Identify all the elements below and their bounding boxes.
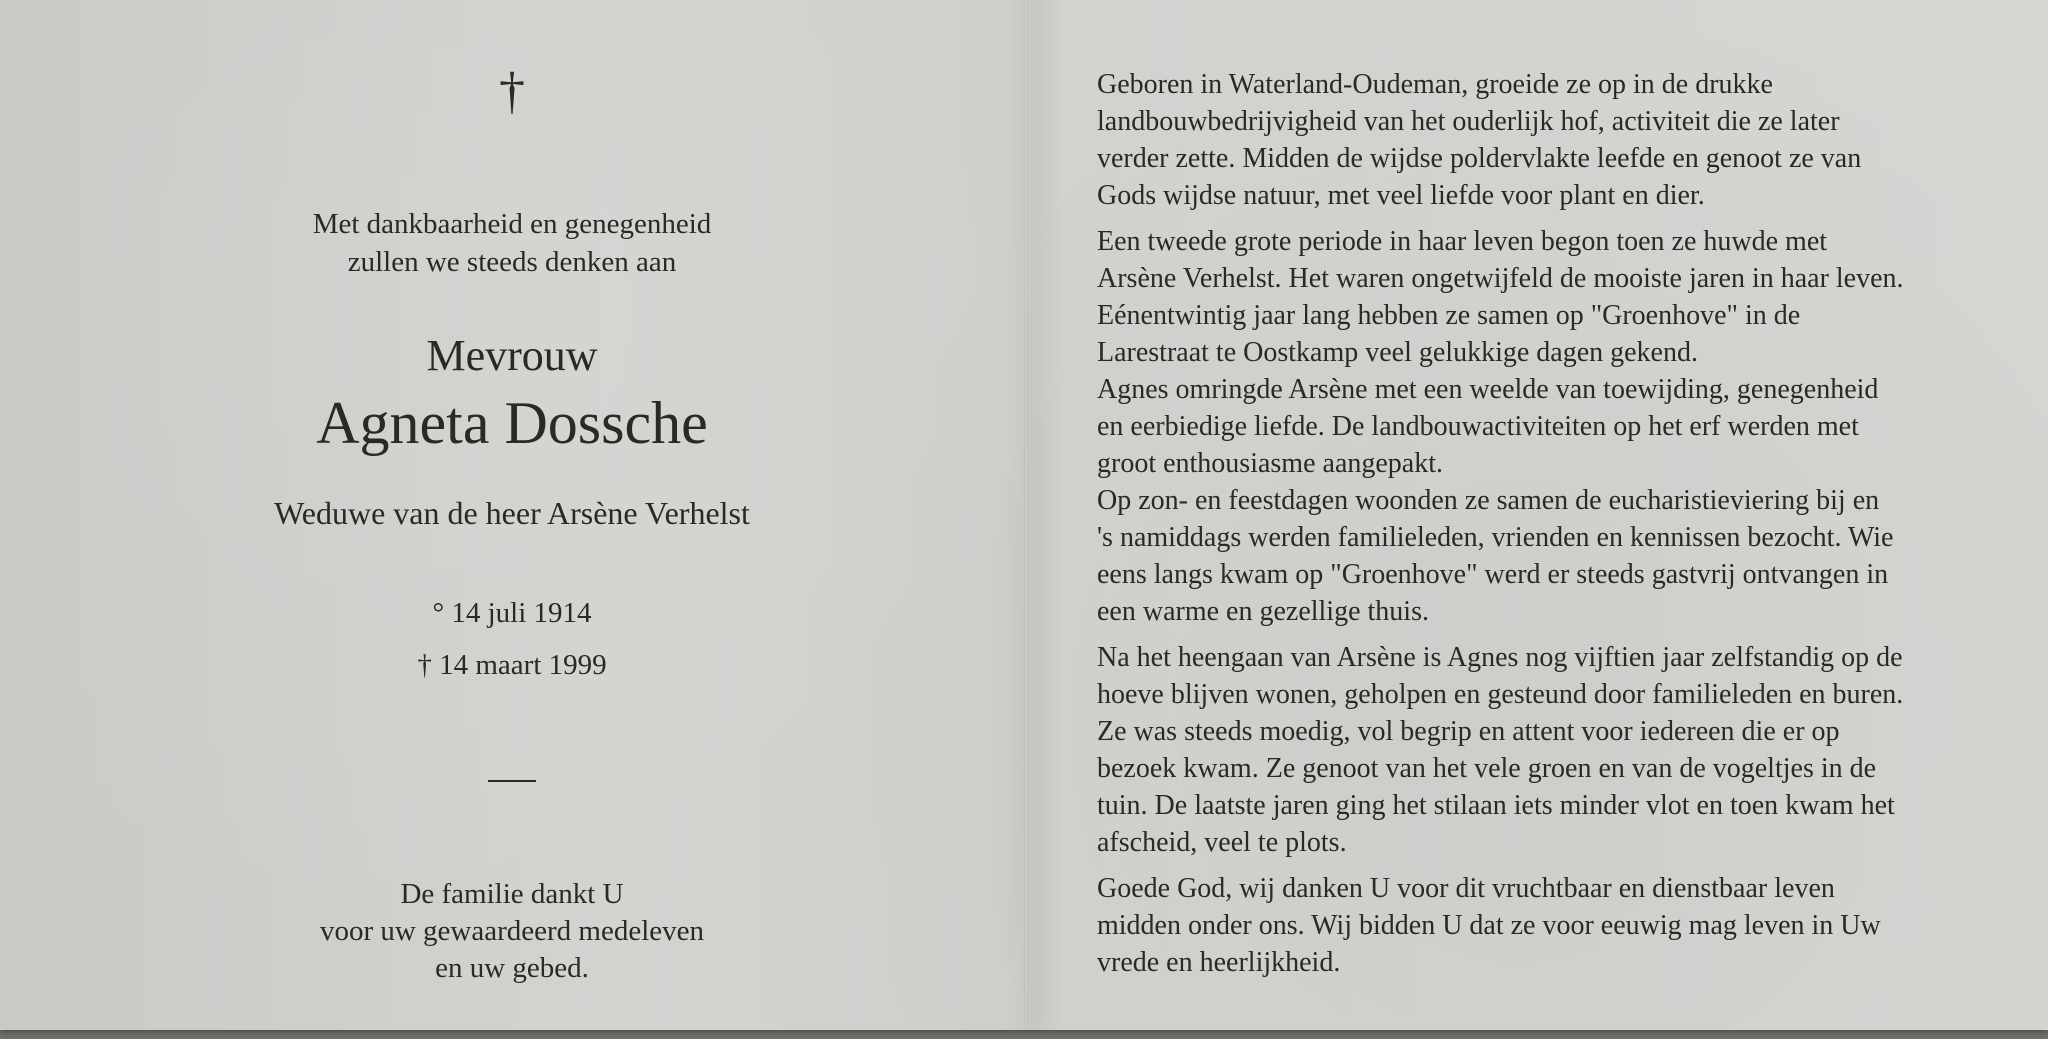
widow-line: Weduwe van de heer Arsène Verhelst: [274, 495, 750, 531]
thanks-line: De familie dankt U: [400, 878, 624, 910]
separator-line: [488, 780, 536, 782]
text-line: tuin. De laatste jaren ging het stilaan iets minder vlot en toen kwam het: [1097, 790, 1895, 821]
text-line: groot enthousiasme aangepakt.: [1097, 448, 1444, 479]
intro-text: [0, 205, 1024, 281]
text-line: Goede God, wij danken U voor dit vruchtbaar en dienstbaar leven: [1097, 873, 1835, 904]
text-line: afscheid, veel te plots.: [1097, 827, 1347, 858]
text-line: hoeve blijven wonen, geholpen en gesteund door familieleden en buren.: [1097, 679, 1904, 710]
text-line: Op zon- en feestdagen woonden ze samen de eucharistieviering bij en: [1097, 485, 1880, 516]
text-line: verder zette. Midden de wijdse poldervlakte leefde en genoot ze van: [1097, 143, 1862, 174]
death-date: † 14 maart 1999: [417, 649, 607, 681]
thanks-text: [0, 876, 1024, 987]
thanks-line: voor uw gewaardeerd medeleven: [319, 915, 705, 947]
text-line: Een tweede grote periode in haar leven begon toen ze huwde met: [1097, 226, 1828, 257]
paragraph-later-years: [1097, 639, 1997, 861]
right-panel: [1097, 66, 1997, 990]
text-line: Na het heengaan van Arsène is Agnes nog vijftien jaar zelfstandig op de: [1097, 642, 1903, 673]
text-line: en eerbiedige liefde. De landbouwactiviteiten op het erf werden met: [1097, 411, 1859, 442]
birth-date: ° 14 juli 1914: [432, 597, 592, 629]
text-line: Larestraat te Oostkamp veel gelukkige dagen gekend.: [1097, 337, 1698, 368]
text-line: landbouwbedrijvigheid van het ouderlijk hof, activiteit die ze later: [1097, 106, 1840, 137]
text-line: eens langs kwam op "Groenhove" werd er steeds gastvrij ontvangen in: [1097, 559, 1889, 590]
deceased-name: Agneta Dossche: [316, 390, 708, 456]
paragraph-origins: [1097, 66, 1997, 214]
honorific: Mevrouw: [426, 331, 598, 380]
text-line: Ze was steeds moedig, vol begrip en attent voor iedereen die er op: [1097, 716, 1840, 747]
card-fold: [1024, 0, 1028, 1030]
paragraph-prayer: [1097, 870, 1997, 981]
text-line: Arsène Verhelst. Het waren ongetwijfeld de mooiste jaren in haar leven.: [1097, 263, 1904, 294]
text-line: Geboren in Waterland-Oudeman, groeide ze op in de drukke: [1097, 69, 1773, 100]
intro-line: Met dankbaarheid en genegenheid: [312, 208, 712, 240]
text-line: Gods wijdse natuur, met veel liefde voor plant en dier.: [1097, 180, 1705, 211]
text-line: midden onder ons. Wij bidden U dat ze voor eeuwig mag leven in Uw: [1097, 910, 1881, 941]
cross-icon: †: [499, 63, 525, 120]
text-line: Agnes omringde Arsène met een weelde van toewijding, genegenheid: [1097, 374, 1879, 405]
thanks-line: en uw gebed.: [435, 952, 589, 984]
left-panel: [0, 0, 1024, 1030]
text-line: 's namiddags werden familieleden, vrienden en kennissen bezocht. Wie: [1097, 522, 1894, 553]
text-line: bezoek kwam. Ze genoot van het vele groen en van de vogeltjes in de: [1097, 753, 1877, 784]
text-line: een warme en gezellige thuis.: [1097, 596, 1429, 627]
text-line: vrede en heerlijkheid.: [1097, 947, 1341, 978]
intro-line: zullen we steeds denken aan: [347, 246, 677, 278]
paragraph-marriage: [1097, 223, 1997, 630]
text-line: Eénentwintig jaar lang hebben ze samen op "Groenhove" in de: [1097, 300, 1801, 331]
